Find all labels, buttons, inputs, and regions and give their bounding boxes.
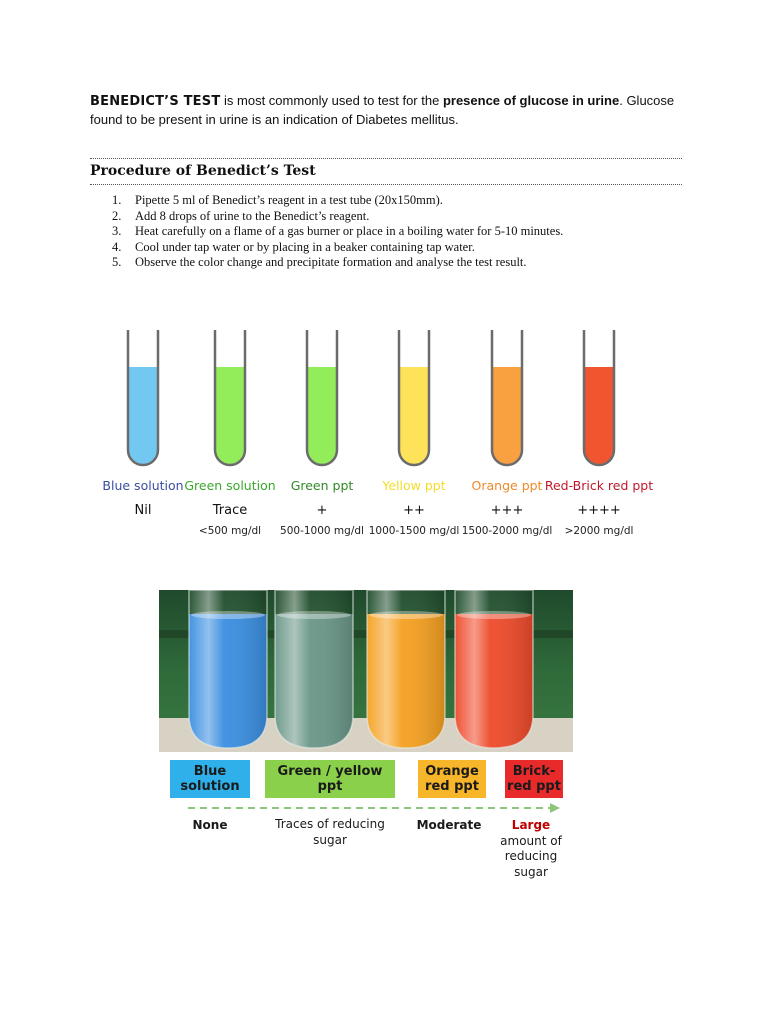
tube-photo-illustration — [159, 590, 573, 752]
divider-bottom — [90, 184, 682, 185]
photo-tube — [275, 590, 353, 748]
photo-tube-meniscus — [191, 611, 265, 619]
test-tube-illustration — [0, 320, 768, 545]
label-green-yellow-ppt: Green / yellow ppt — [265, 760, 395, 798]
tube-level-label: Trace — [212, 503, 248, 518]
photo-tube — [189, 590, 267, 748]
label-orange-red-ppt: Orange red ppt — [418, 760, 486, 798]
tube-color-label: Red-Brick red ppt — [544, 478, 654, 493]
tube-range-label: <500 mg/dl — [198, 525, 262, 537]
step-item — [112, 193, 563, 209]
photo-tube — [367, 590, 445, 748]
illustrated-tube — [307, 330, 337, 465]
tube-range-label: 1500-2000 mg/dl — [461, 525, 553, 537]
result-large-title: Large — [511, 818, 551, 832]
photo-tube-meniscus — [457, 611, 531, 619]
result-moderate: Moderate — [416, 818, 482, 832]
step-item — [112, 255, 563, 271]
photo-tube-meniscus — [277, 611, 351, 619]
step-number: 1. — [112, 193, 122, 207]
step-text: Cool under tap water or by placing in a beaker containing tap water. — [135, 239, 475, 254]
step-item — [112, 209, 563, 225]
tube-liquid — [308, 367, 336, 464]
intro-text-2: . Glucose found to be present in urine is an indication of Diabetes mellitus. — [90, 93, 675, 127]
tube-liquid — [216, 367, 244, 464]
tube-photo — [159, 590, 573, 752]
tube-color-label: Green ppt — [290, 478, 354, 493]
tube-level-label: +++ — [490, 503, 524, 518]
tube-level-label: ++++ — [577, 503, 621, 518]
step-number: 5. — [112, 255, 122, 270]
tube-level-label: + — [316, 503, 328, 518]
illustrated-tube — [128, 330, 158, 465]
tube-color-label: Blue solution — [102, 478, 184, 493]
tube-liquid — [493, 367, 521, 464]
procedure-heading: Procedure of Benedict’s Test — [90, 163, 316, 179]
label-blue-solution: Blue solution — [170, 760, 250, 798]
step-number: 2. — [112, 208, 122, 223]
step-number: 4. — [112, 239, 122, 254]
illustrated-tube — [399, 330, 429, 465]
step-item — [112, 224, 563, 240]
label-brick-red-ppt: Brick-red ppt — [505, 760, 563, 798]
intro-text-1: is most commonly used to test for the — [220, 93, 443, 108]
procedure-steps — [112, 193, 563, 271]
test-title: BENEDICT’S TEST — [90, 94, 221, 109]
tube-color-label: Orange ppt — [471, 478, 543, 493]
step-item — [112, 240, 563, 256]
photo-tube-meniscus — [369, 611, 443, 619]
tube-liquid — [585, 367, 613, 464]
tube-range-label: 1000-1500 mg/dl — [368, 525, 460, 537]
gradient-arrow — [188, 802, 560, 814]
tube-liquid — [129, 367, 157, 464]
divider-top — [90, 158, 682, 159]
tube-level-label: Nil — [134, 503, 152, 518]
intro-paragraph — [90, 92, 690, 129]
step-text: Pipette 5 ml of Benedict’s reagent in a test tube (20x150mm). — [135, 193, 443, 207]
photo-tube — [455, 590, 533, 748]
intro-bold-text: presence of glucose in urine — [442, 93, 620, 108]
step-text: Heat carefully on a flame of a gas burner or place in a boiling water for 5-10 minutes. — [135, 224, 564, 239]
illustrated-tube — [584, 330, 614, 465]
result-traces: Traces of reducing sugar — [275, 817, 385, 847]
result-none: None — [192, 818, 228, 832]
step-number: 3. — [112, 224, 122, 239]
illustrated-tube — [215, 330, 245, 465]
tube-color-label: Green solution — [184, 478, 276, 493]
step-text: Observe the color change and precipitate formation and analyse the test result. — [135, 255, 527, 270]
tube-level-label: ++ — [403, 503, 425, 518]
result-large-text: amount of reducing sugar — [500, 833, 562, 879]
tube-color-label: Yellow ppt — [382, 478, 446, 493]
step-text: Add 8 drops of urine to the Benedict’s reagent. — [135, 208, 370, 223]
result-large — [495, 818, 567, 880]
tube-range-label: >2000 mg/dl — [564, 525, 634, 537]
illustrated-tube — [492, 330, 522, 465]
tube-liquid — [400, 367, 428, 464]
tube-range-label: 500-1000 mg/dl — [280, 525, 364, 537]
